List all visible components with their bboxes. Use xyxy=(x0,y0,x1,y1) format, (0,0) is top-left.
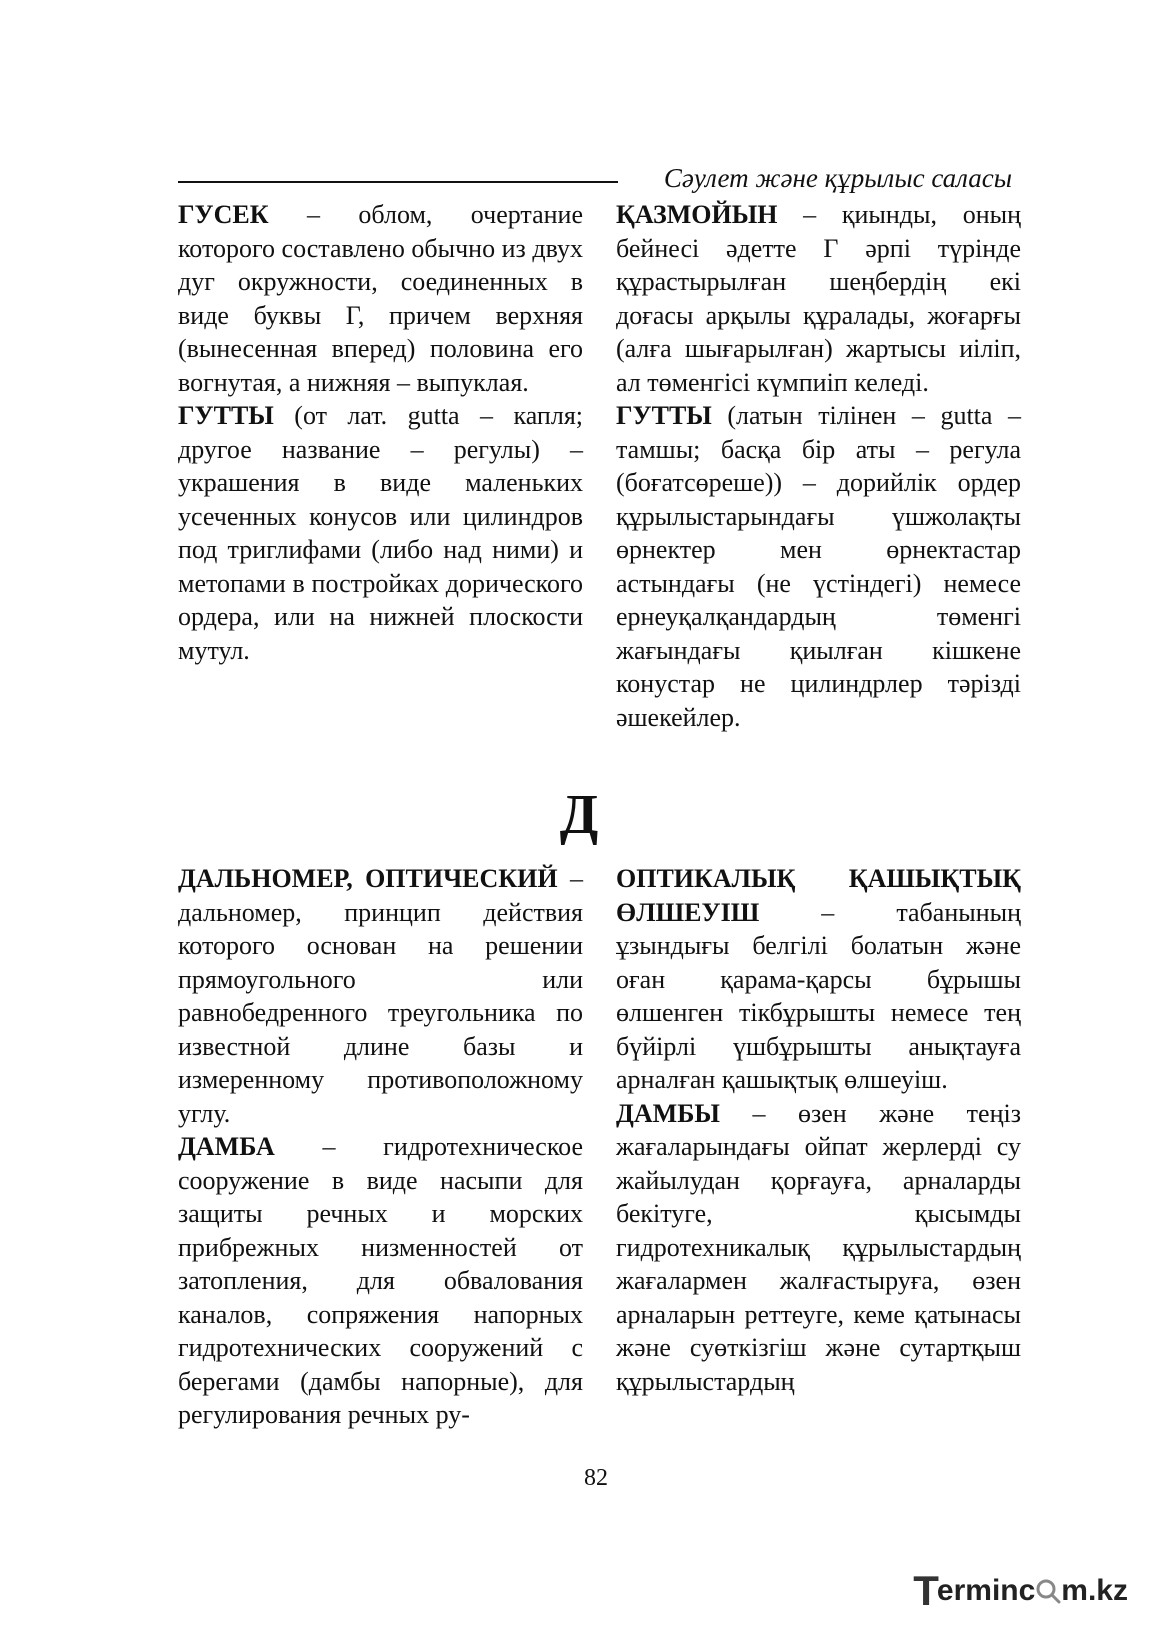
entry-term: ОПТИКАЛЫҚ ҚАШЫҚТЫҚ ӨЛШЕУІШ xyxy=(616,864,1021,927)
entry-term: ГУСЕК xyxy=(178,200,269,229)
entry-term: ДАЛЬНОМЕР, ОПТИЧЕСКИЙ xyxy=(178,864,558,893)
entry-term: ГУТТЫ xyxy=(616,401,712,430)
section-header: Сәулет және құрылыс саласы xyxy=(663,163,1012,193)
entry-gutty-kz xyxy=(616,399,1021,734)
watermark-middle: erminc xyxy=(936,1574,1036,1607)
watermark-suffix: m.kz xyxy=(1061,1574,1128,1607)
entry-term: ҚАЗМОЙЫН xyxy=(616,200,778,229)
entry-text: – дальномер, принцип действия которого основан на решении прямоугольного или равнобедренного треугольника по известной длине базы и измеренному противоположному углу. xyxy=(178,864,584,1128)
entry-term: ГУТТЫ xyxy=(178,401,274,430)
watermark-logo xyxy=(913,1567,1128,1615)
entry-text: – табанының ұзындығы белгілі болатын және оған қарама-қарсы бұрышы өлшенген тікбұрышты немесе тең бүйірлі үшбұрышты анықтауға арналған қашықтық өлшеуіш. xyxy=(616,897,1021,1094)
entry-dalnomer xyxy=(178,862,583,1130)
entry-text: – қиынды, оның бейнесі әдетте Г әрпі түрінде құрастырылған шеңбердің екі доғасы арқылы құралады, жоғарғы (алға шығарылған) жартысы иіліп, ал төменгісі күмпиіп келеді. xyxy=(616,200,1021,397)
entry-text: (латын тілінен – gutta – тамшы; басқа бір аты – регула (боғатсөреше)) – дорийлік ордер құрылыстарындағы үшжолақты өрнектер мен өрнектастар астындағы (не үстіндегі) немесе ернеуқалқандардың төменгі жағындағы қиылған кішкене конустар не цилиндрлер тәрізді әшекейлер. xyxy=(616,401,1021,732)
section-letter: Д xyxy=(559,784,599,846)
entry-text: – өзен және теңіз жағаларындағы ойпат жерлерді су жайылудан қорғауға, арналарды бекітуге, қысымды гидротехникалық құрылыстардың жағалармен жалғастыруға, өзен арналарын реттеуге, кеме қатынасы және суөткізгіш және сутартқыш құрылыстардың xyxy=(616,1098,1021,1396)
entry-gutty-ru xyxy=(178,399,583,667)
left-column-bottom xyxy=(178,862,583,1432)
right-column-top xyxy=(616,198,1021,734)
entry-damba xyxy=(178,1130,583,1432)
entry-kazmoiyn xyxy=(616,198,1021,399)
entry-optikalyk xyxy=(616,862,1021,1097)
left-column-top xyxy=(178,198,583,667)
header-rule xyxy=(178,181,618,183)
entry-text: (от лат. gutta – капля; другое название – регулы) – украшения в виде маленьких усеченных конусов или цилиндров под триглифами (либо над ними) и метопами в постройках дорического ордера, или на нижней плоскости мутул. xyxy=(178,401,583,665)
entry-text: – облом, очертание которого составлено обычно из двух дуг окружности, соединенных в виде буквы Г, причем верхняя (вынесенная вперед) половина его вогнутая, а нижняя – выпуклая. xyxy=(178,200,583,397)
entry-gusek xyxy=(178,198,583,399)
entry-damby xyxy=(616,1097,1021,1399)
magnifier-icon xyxy=(1035,1578,1061,1604)
right-column-bottom xyxy=(616,862,1021,1398)
page-number: 82 xyxy=(584,1465,608,1491)
entry-text: – гидротехническое сооружение в виде насыпи для защиты речных и морских прибрежных низменностей от затопления, для обвалования каналов, сопряжения напорных гидротехнических сооружений с берегами (дамбы напорные), для регулирования речных ру- xyxy=(178,1132,583,1429)
entry-term: ДАМБА xyxy=(178,1132,275,1161)
watermark-prefix: T xyxy=(913,1567,939,1614)
entry-term: ДАМБЫ xyxy=(616,1098,720,1128)
